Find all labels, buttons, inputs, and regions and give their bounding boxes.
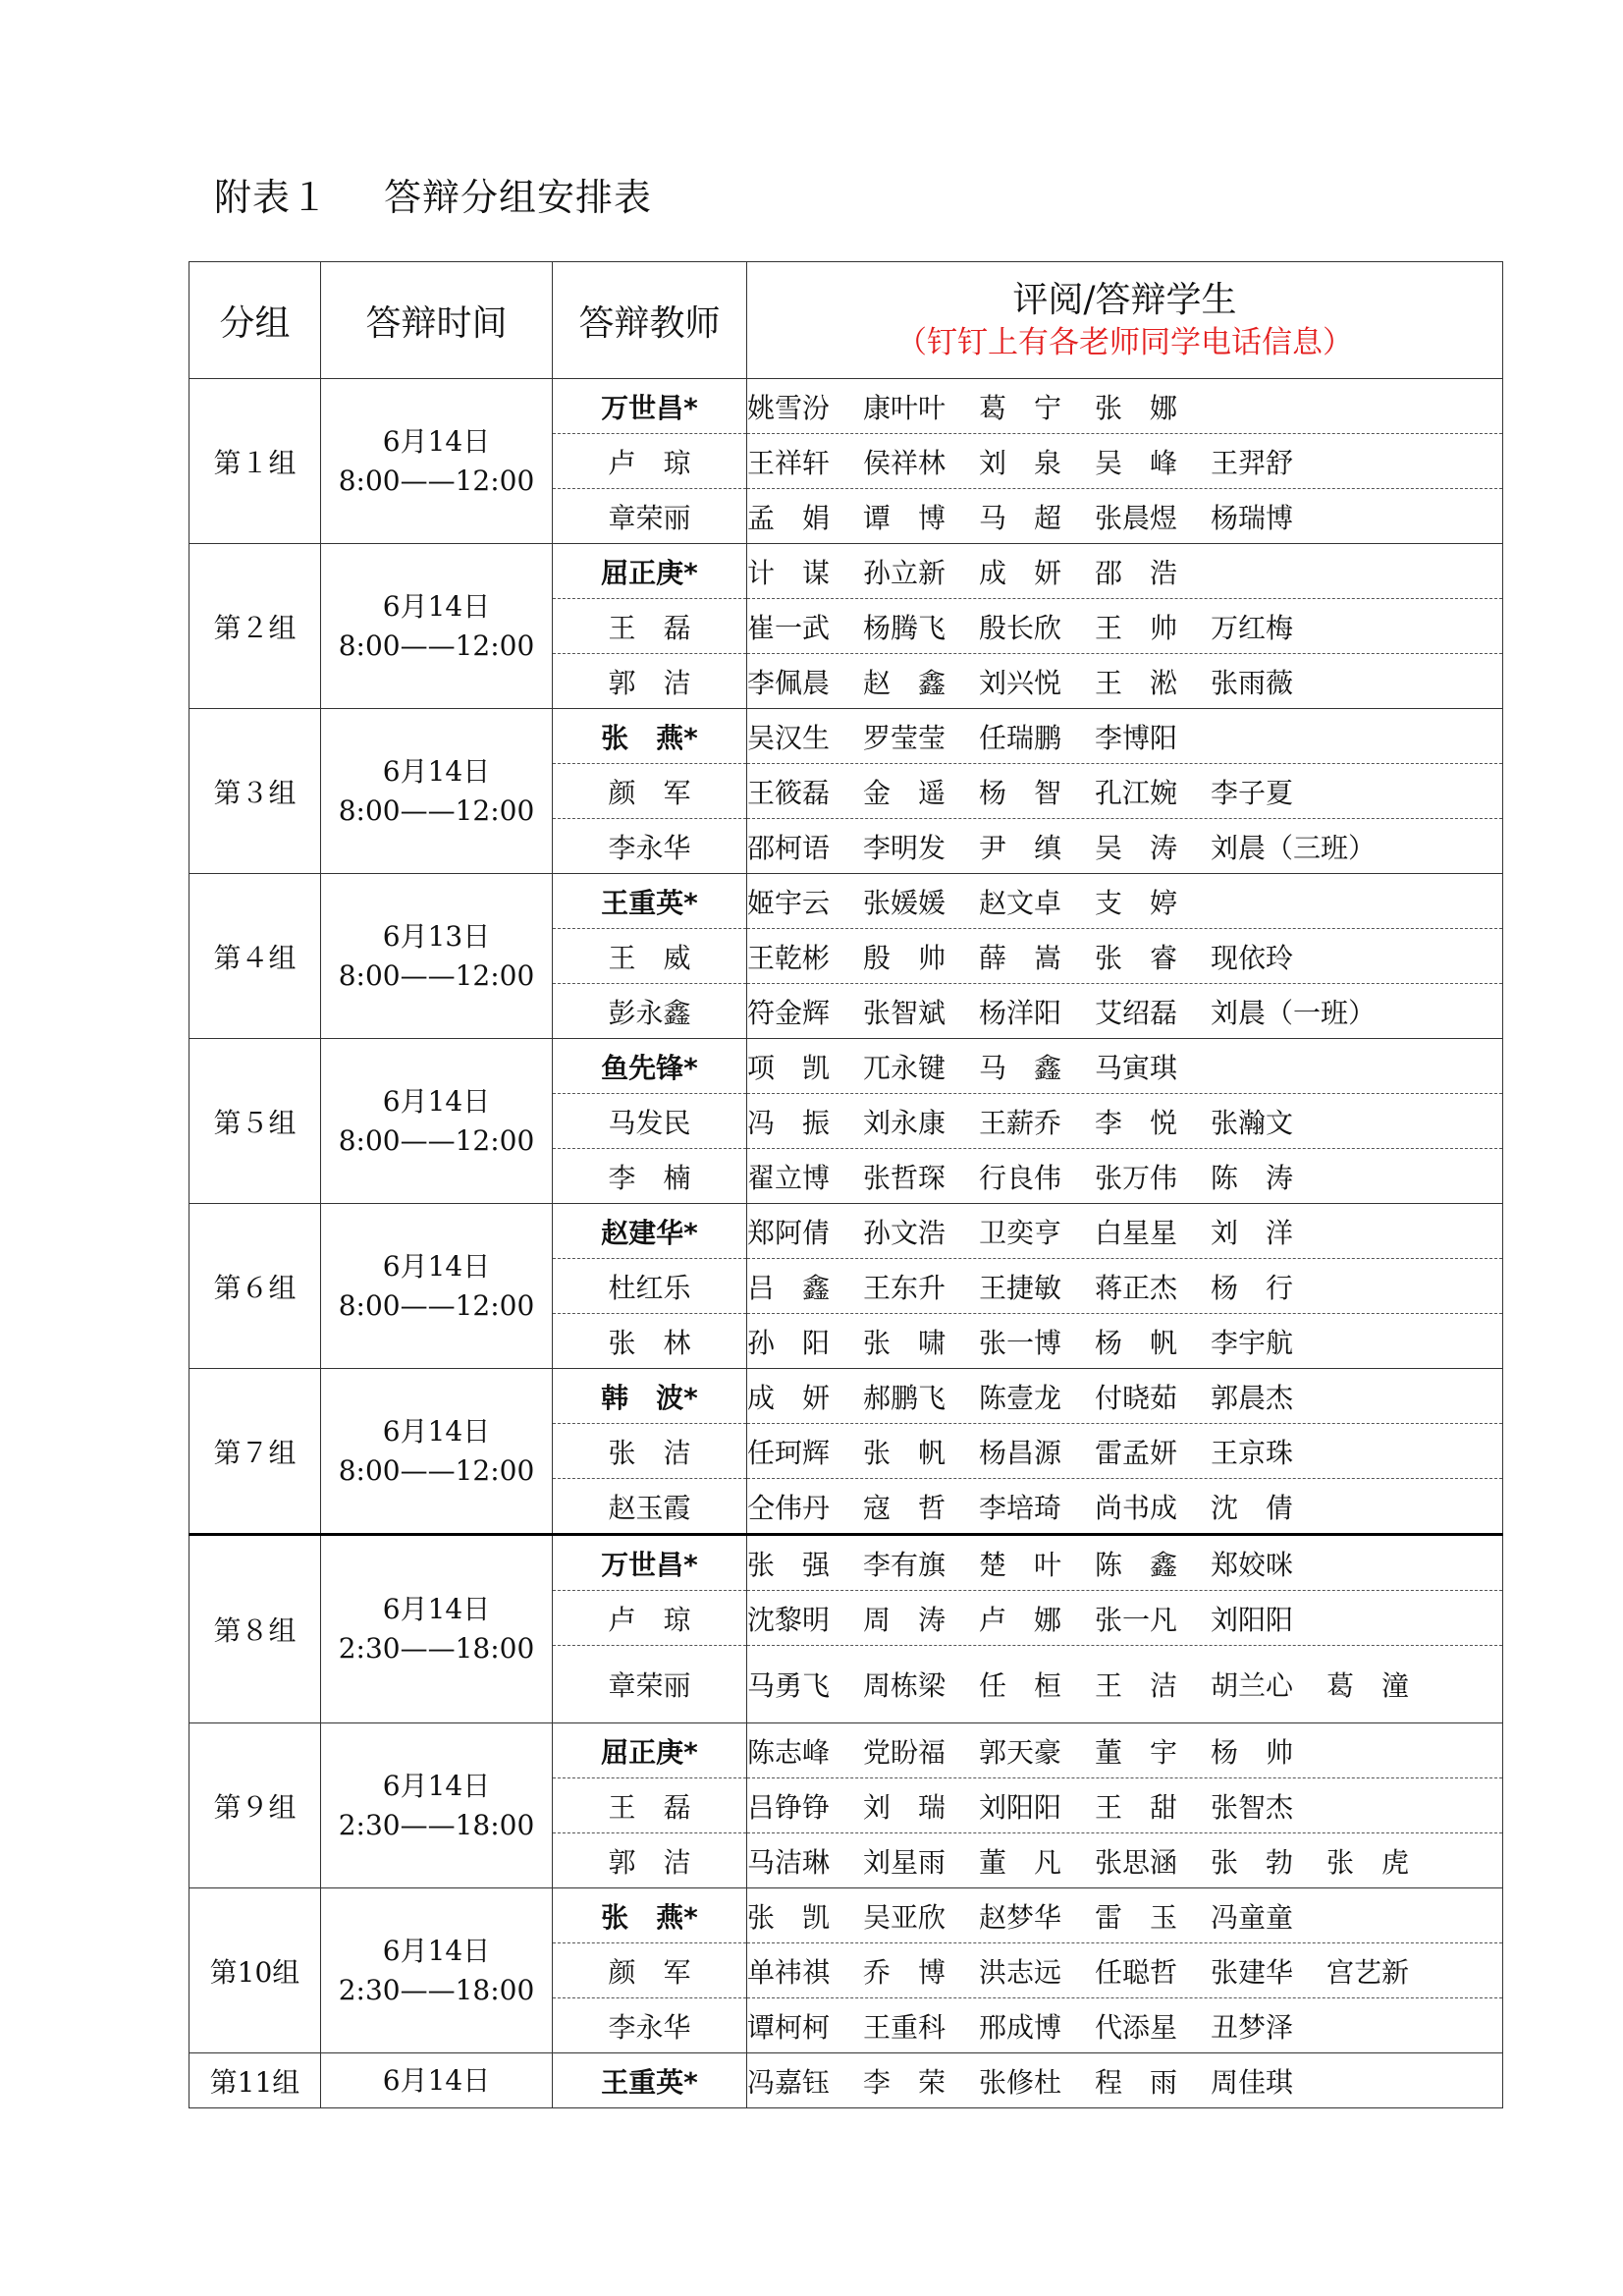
student-name: 丑梦泽 [1211,2010,1294,2044]
teacher: 郭 洁 [553,654,747,709]
student-name: 张 睿 [1095,941,1178,974]
table-row [189,1723,1503,1778]
group-time [321,1039,553,1204]
student-name: 雷孟妍 [1095,1436,1178,1469]
table-row [189,1369,1503,1424]
student-name: 任 桓 [979,1669,1062,1702]
student-name: 冯童童 [1211,1900,1294,1934]
student-name: 杨 帆 [1095,1326,1178,1359]
teacher: 张 林 [553,1314,747,1369]
student-name: 杨昌源 [979,1436,1062,1469]
leader-teacher: 鱼先锋* [553,1039,747,1094]
student-name: 刘阳阳 [979,1790,1062,1824]
student-name: 康叶叶 [863,391,947,424]
group-hours: 2:30——18:00 [338,1973,535,2006]
group-name: 第４组 [189,874,321,1039]
student-name: 王 甜 [1095,1790,1178,1824]
table-row [189,379,1503,434]
student-name: 李 悦 [1095,1106,1178,1139]
student-name: 刘晨（一班） [1211,996,1377,1029]
leader-teacher: 韩 波* [553,1369,747,1424]
student-name: 马洁琳 [747,1845,831,1879]
teacher: 赵玉霞 [553,1479,747,1535]
teacher: 李永华 [553,1998,747,2053]
student-name: 马勇飞 [747,1669,831,1702]
student-list [747,1591,1503,1646]
student-name: 刘 洋 [1211,1216,1294,1249]
student-name: 任聪哲 [1095,1955,1178,1989]
student-name: 尹 缜 [979,831,1062,864]
group-hours: 8:00——12:00 [338,958,535,992]
schedule-body [189,379,1503,2108]
student-name: 吴汉生 [747,721,831,754]
header-teacher: 答辩教师 [553,262,747,379]
student-name: 蒋正杰 [1095,1271,1178,1304]
student-name: 卢 娜 [979,1603,1062,1636]
group-hours: 8:00——12:00 [338,464,535,497]
student-name: 周栋梁 [863,1669,947,1702]
page-title [214,167,652,221]
group-hours: 8:00——12:00 [338,1123,535,1157]
student-list [747,1833,1503,1888]
student-list [747,929,1503,984]
student-list [747,984,1503,1039]
student-name: 吴 峰 [1095,446,1178,479]
student-name: 郭天豪 [979,1735,1062,1769]
group-date: 6月14日 [382,1593,491,1625]
student-name: 孙 阳 [747,1326,831,1359]
table-row [189,874,1503,929]
student-name: 成 妍 [979,556,1062,589]
student-name: 吕铮铮 [747,1790,831,1824]
teacher: 杜红乐 [553,1259,747,1314]
student-name: 陈志峰 [747,1735,831,1769]
leader-teacher: 万世昌* [553,379,747,434]
student-name: 王祥轩 [747,446,831,479]
student-name: 王筱磊 [747,776,831,809]
header-students [747,262,1503,379]
student-name: 孙文浩 [863,1216,947,1249]
student-name: 陈 鑫 [1095,1548,1178,1581]
group-date: 6月14日 [382,2063,491,2097]
student-name: 行良伟 [979,1161,1062,1194]
student-name: 马寅琪 [1095,1051,1178,1084]
group-time [321,1204,553,1369]
group-time [321,544,553,709]
student-name: 刘永康 [863,1106,947,1139]
student-name: 单祎祺 [747,1955,831,1989]
student-name: 马 鑫 [979,1051,1062,1084]
student-name: 张瀚文 [1211,1106,1294,1139]
student-name: 张一凡 [1095,1603,1178,1636]
student-name: 刘晨（三班） [1211,831,1377,864]
group-time [321,1369,553,1535]
student-name: 楚 叶 [979,1548,1062,1581]
student-list [747,599,1503,654]
student-name: 张 虎 [1326,1845,1410,1879]
student-name: 乔 博 [863,1955,947,1989]
group-name: 第９组 [189,1723,321,1888]
header-time: 答辩时间 [321,262,553,379]
student-name: 李佩晨 [747,666,831,699]
student-name: 李明发 [863,831,947,864]
group-name: 第３组 [189,709,321,874]
student-list [747,1039,1503,1094]
student-name: 张 帆 [863,1436,947,1469]
student-name: 付晓茹 [1095,1381,1178,1414]
student-name: 沈 倩 [1211,1491,1294,1524]
student-list [747,764,1503,819]
group-time [321,874,553,1039]
group-time [321,1888,553,2053]
student-list [747,1998,1503,2053]
table-row [189,1888,1503,1943]
student-name: 邵 浩 [1095,556,1178,589]
student-name: 李 荣 [863,2065,947,2099]
student-name: 殷 帅 [863,941,947,974]
student-name: 郑阿倩 [747,1216,831,1249]
student-list [747,1314,1503,1369]
teacher: 彭永鑫 [553,984,747,1039]
student-name: 孟 娟 [747,501,831,534]
student-name: 王重科 [863,2010,947,2044]
group-hours: 8:00——12:00 [338,629,535,662]
student-list [747,434,1503,489]
student-list [747,1149,1503,1204]
student-list [747,1259,1503,1314]
student-name: 刘 泉 [979,446,1062,479]
student-name: 侯祥林 [863,446,947,479]
group-date: 6月14日 [382,1769,491,1802]
student-name: 张 娜 [1095,391,1178,424]
student-name: 郭晨杰 [1211,1381,1294,1414]
group-name: 第10组 [189,1888,321,2053]
student-name: 赵文卓 [979,886,1062,919]
student-name: 王 洁 [1095,1669,1178,1702]
group-date: 6月14日 [382,1414,491,1448]
student-name: 孔江婉 [1095,776,1178,809]
group-date: 6月14日 [382,424,491,458]
title-text: 答辩分组安排表 [384,176,653,219]
student-name: 赵梦华 [979,1900,1062,1934]
student-list [747,1369,1503,1424]
student-name: 白星星 [1095,1216,1178,1249]
student-name: 杨 行 [1211,1271,1294,1304]
student-name: 张媛媛 [863,886,947,919]
student-name: 马 超 [979,501,1062,534]
teacher: 章荣丽 [553,1646,747,1723]
student-list [747,1479,1503,1535]
student-name: 尚书成 [1095,1491,1178,1524]
student-name: 沈黎明 [747,1603,831,1636]
student-list [747,2053,1503,2108]
student-name: 赵 鑫 [863,666,947,699]
group-name: 第７组 [189,1369,321,1535]
student-name: 金 遥 [863,776,947,809]
leader-teacher: 屈正庚* [553,544,747,599]
student-name: 张 啸 [863,1326,947,1359]
student-name: 李有旗 [863,1548,947,1581]
student-name: 寇 哲 [863,1491,947,1524]
student-name: 张万伟 [1095,1161,1178,1194]
student-name: 杨 帅 [1211,1735,1294,1769]
student-name: 王羿舒 [1211,446,1294,479]
group-date: 6月14日 [382,589,491,623]
group-date: 6月14日 [382,754,491,788]
student-name: 李培琦 [979,1491,1062,1524]
student-name: 董 宇 [1095,1735,1178,1769]
group-time [321,379,553,544]
student-name: 薛 嵩 [979,941,1062,974]
group-hours: 2:30——18:00 [338,1632,535,1665]
student-name: 王东升 [863,1271,947,1304]
header-group: 分组 [189,262,321,379]
student-name: 仝伟丹 [747,1491,831,1524]
student-name: 王 帅 [1095,611,1178,644]
student-name: 郝鹏飞 [863,1381,947,1414]
student-name: 王乾彬 [747,941,831,974]
group-hours: 8:00——12:00 [338,793,535,827]
student-list [747,1535,1503,1591]
student-name: 李博阳 [1095,721,1178,754]
teacher: 李 楠 [553,1149,747,1204]
group-time [321,709,553,874]
student-name: 党盼福 [863,1735,947,1769]
student-list [747,654,1503,709]
group-time [321,1723,553,1888]
student-name: 邵柯语 [747,831,831,864]
student-list [747,544,1503,599]
student-name: 王薪乔 [979,1106,1062,1139]
student-name: 孙立新 [863,556,947,589]
header-students-note: （钉钉上有各老师同学电话信息） [896,325,1353,360]
leader-teacher: 王重英* [553,2053,747,2108]
student-name: 宫艺新 [1326,1955,1410,1989]
student-name: 代添星 [1095,2010,1178,2044]
student-name: 张雨薇 [1211,666,1294,699]
student-name: 姚雪汾 [747,391,831,424]
student-name: 王京珠 [1211,1436,1294,1469]
student-name: 张 勃 [1211,1845,1294,1879]
student-name: 葛 宁 [979,391,1062,424]
student-name: 张建华 [1211,1955,1294,1989]
student-name: 崔一武 [747,611,831,644]
student-name: 张修杜 [979,2065,1062,2099]
group-name: 第６组 [189,1204,321,1369]
teacher: 王 威 [553,929,747,984]
student-list [747,1723,1503,1778]
student-name: 刘 瑞 [863,1790,947,1824]
leader-teacher: 张 燕* [553,1888,747,1943]
teacher: 王 磊 [553,599,747,654]
teacher: 李永华 [553,819,747,874]
student-name: 吴亚欣 [863,1900,947,1934]
table-row [189,1204,1503,1259]
student-name: 邢成博 [979,2010,1062,2044]
student-name: 雷 玉 [1095,1900,1178,1934]
table-row [189,1535,1503,1591]
header-row [189,262,1503,379]
student-list [747,379,1503,434]
student-name: 洪志远 [979,1955,1062,1989]
table-row [189,709,1503,764]
group-hours: 2:30——18:00 [338,1808,535,1841]
group-time [321,1535,553,1723]
student-name: 吴 涛 [1095,831,1178,864]
student-name: 张一博 [979,1326,1062,1359]
teacher: 卢 琼 [553,434,747,489]
teacher: 颜 军 [553,1943,747,1998]
student-name: 周 涛 [863,1603,947,1636]
student-name: 周佳琪 [1211,2065,1294,2099]
student-name: 艾绍磊 [1095,996,1178,1029]
teacher: 马发民 [553,1094,747,1149]
student-name: 现依玲 [1211,941,1294,974]
student-list [747,1094,1503,1149]
group-time [321,2053,553,2108]
schedule-table [189,261,1503,2108]
student-list [747,1424,1503,1479]
student-list [747,1646,1503,1723]
student-name: 谭柯柯 [747,2010,831,2044]
student-name: 万红梅 [1211,611,1294,644]
student-name: 张智斌 [863,996,947,1029]
student-name: 张晨煜 [1095,501,1178,534]
student-name: 葛 潼 [1326,1669,1410,1702]
student-name: 程 雨 [1095,2065,1178,2099]
student-name: 翟立博 [747,1161,831,1194]
student-list [747,489,1503,544]
student-list [747,874,1503,929]
student-name: 姬宇云 [747,886,831,919]
leader-teacher: 张 燕* [553,709,747,764]
student-list [747,1204,1503,1259]
leader-teacher: 赵建华* [553,1204,747,1259]
student-name: 陈 涛 [1211,1161,1294,1194]
student-list [747,1888,1503,1943]
teacher: 郭 洁 [553,1833,747,1888]
student-name: 张智杰 [1211,1790,1294,1824]
student-name: 成 妍 [747,1381,831,1414]
student-name: 符金辉 [747,996,831,1029]
table-row [189,2053,1503,2108]
student-name: 李宇航 [1211,1326,1294,1359]
student-name: 刘星雨 [863,1845,947,1879]
group-name: 第８组 [189,1535,321,1723]
student-name: 兀永键 [863,1051,947,1084]
teacher: 颜 军 [553,764,747,819]
student-name: 刘阳阳 [1211,1603,1294,1636]
student-name: 刘兴悦 [979,666,1062,699]
student-name: 冯嘉钰 [747,2065,831,2099]
group-date: 6月14日 [382,1934,491,1967]
header-students-title: 评阅/答辩学生 [1012,280,1237,320]
student-name: 董 凡 [979,1845,1062,1879]
teacher: 张 洁 [553,1424,747,1479]
student-name: 任瑞鹏 [979,721,1062,754]
group-name: 第１组 [189,379,321,544]
student-name: 支 婷 [1095,886,1178,919]
student-name: 张 强 [747,1548,831,1581]
student-list [747,1778,1503,1833]
student-name: 罗莹莹 [863,721,947,754]
title-label: 附表１ [214,176,330,219]
student-name: 杨腾飞 [863,611,947,644]
leader-teacher: 王重英* [553,874,747,929]
group-name: 第11组 [189,2053,321,2108]
group-date: 6月14日 [382,1084,491,1118]
group-name: 第５组 [189,1039,321,1204]
student-name: 张 凯 [747,1900,831,1934]
student-list [747,1943,1503,1998]
student-name: 王捷敏 [979,1271,1062,1304]
student-name: 杨瑞博 [1211,501,1294,534]
student-name: 谭 博 [863,501,947,534]
group-date: 6月14日 [382,1249,491,1283]
teacher: 王 磊 [553,1778,747,1833]
table-row [189,1039,1503,1094]
group-date: 6月13日 [382,919,491,953]
student-name: 冯 振 [747,1106,831,1139]
group-name: 第２组 [189,544,321,709]
student-name: 任珂辉 [747,1436,831,1469]
student-name: 卫奕亨 [979,1216,1062,1249]
table-row [189,544,1503,599]
leader-teacher: 屈正庚* [553,1723,747,1778]
student-list [747,709,1503,764]
student-name: 计 谋 [747,556,831,589]
group-hours: 8:00——12:00 [338,1453,535,1487]
group-hours: 8:00——12:00 [338,1288,535,1322]
student-name: 杨洋阳 [979,996,1062,1029]
student-name: 王 淞 [1095,666,1178,699]
student-name: 张思涵 [1095,1845,1178,1879]
student-name: 项 凯 [747,1051,831,1084]
student-list [747,819,1503,874]
student-name: 杨 智 [979,776,1062,809]
student-name: 李子夏 [1211,776,1294,809]
student-name: 郑姣咪 [1211,1548,1294,1581]
teacher: 卢 琼 [553,1591,747,1646]
student-name: 张哲琛 [863,1161,947,1194]
student-name: 陈壹龙 [979,1381,1062,1414]
student-name: 吕 鑫 [747,1271,831,1304]
teacher: 章荣丽 [553,489,747,544]
student-name: 胡兰心 [1211,1669,1294,1702]
student-name: 殷长欣 [979,611,1062,644]
leader-teacher: 万世昌* [553,1535,747,1591]
